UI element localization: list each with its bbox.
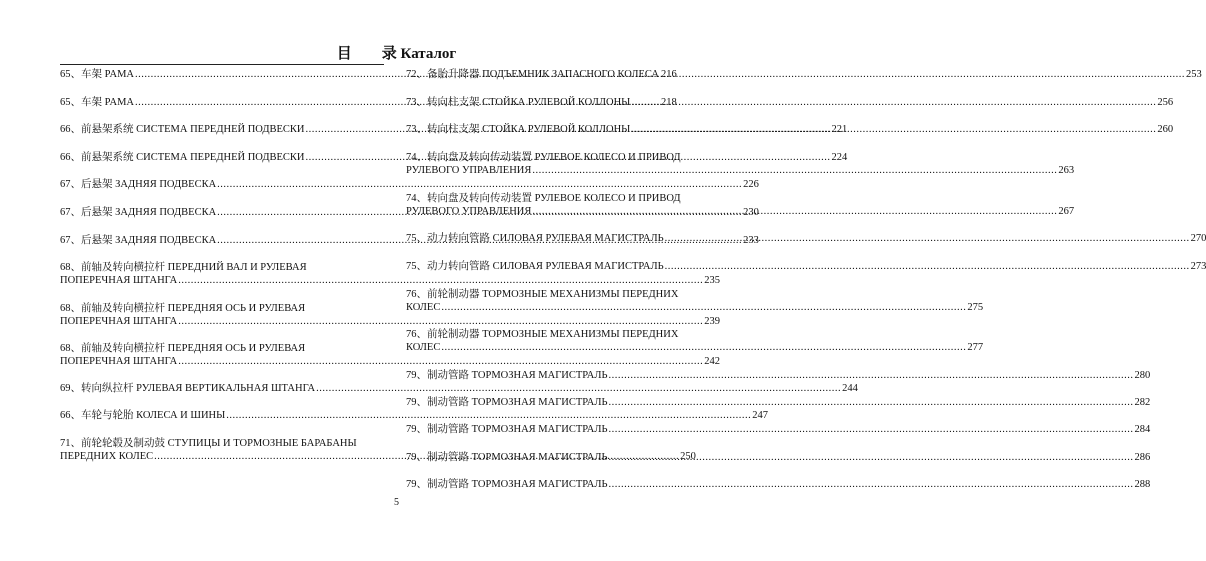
toc-page-number: 263 (1058, 165, 1075, 176)
toc-entry-text: 79、制动管路 ТОРМОЗНАЯ МАГИСТРАЛЬ (406, 397, 608, 408)
toc-page-number: 275 (967, 302, 984, 313)
page-number: 5 (394, 497, 399, 508)
toc-entry[interactable] (406, 260, 1206, 273)
toc-entry-text: 76、前轮制动器 ТОРМОЗНЫЕ МЕХАНИЗМЫ ПЕРЕДНИХ (406, 289, 679, 300)
toc-entry[interactable] (406, 68, 1202, 81)
toc-page-number: 270 (1190, 233, 1206, 244)
dot-leader (178, 274, 703, 287)
toc-entry-text: КОЛЕС (406, 342, 441, 353)
dot-leader (217, 178, 742, 191)
dot-leader (660, 68, 1185, 81)
toc-entry-text: 79、制动管路 ТОРМОЗНАЯ МАГИСТРАЛЬ (406, 424, 608, 435)
toc-page-number: 260 (1157, 124, 1174, 135)
toc-page-number: 230 (743, 207, 759, 218)
toc-entry-text: 76、前轮制动器 ТОРМОЗНЫЕ МЕХАНИЗМЫ ПЕРЕДНИХ (406, 329, 679, 340)
toc-entry[interactable] (60, 178, 759, 191)
toc-entry-text: 67、后悬架 ЗАДНЯЯ ПОДВЕСКА (60, 235, 217, 246)
toc-page-number: 256 (1157, 97, 1174, 108)
toc-page-number: 244 (842, 383, 858, 394)
toc-entry-text: 79、制动管路 ТОРМОЗНАЯ МАГИСТРАЛЬ (406, 479, 608, 490)
dot-leader (631, 96, 1156, 109)
dot-leader (609, 478, 1134, 491)
toc-entry-text: 68、前轴及转向横拉杆 ПЕРЕДНЯЯ ОСЬ И РУЛЕВАЯ (60, 303, 306, 314)
toc-page-number: 242 (704, 356, 720, 367)
toc-page-number: 280 (1134, 370, 1151, 381)
toc-entry-text: 71、前轮轮毂及制动鼓 СТУПИЦЫ И ТОРМОЗНЫЕ БАРАБАНЫ (60, 438, 357, 449)
dot-leader (665, 232, 1190, 245)
toc-entry-text: 72、备胎升降器 ПОДЪЕМНИК ЗАПАСНОГО КОЛЕСА (406, 69, 659, 80)
dot-leader (609, 369, 1134, 382)
dot-leader (178, 315, 703, 328)
toc-page-number: 273 (1190, 261, 1206, 272)
toc-entry-text: 79、制动管路 ТОРМОЗНАЯ МАГИСТРАЛЬ (406, 452, 608, 463)
toc-entry-text: ПОПЕРЕЧНАЯ ШТАНГА (60, 356, 178, 367)
toc-entry-text: РУЛЕВОГО УПРАВЛЕНИЯ (406, 165, 532, 176)
toc-entry-text: 66、前悬架系统 СИСТЕМА ПЕРЕДНЕЙ ПОДВЕСКИ (60, 124, 305, 135)
dot-leader (609, 423, 1134, 436)
toc-entry-text: 75、动力转向管路 СИЛОВАЯ РУЛЕВАЯ МАГИСТРАЛЬ (406, 261, 664, 272)
toc-entry-text: КОЛЕС (406, 302, 441, 313)
toc-entry[interactable] (406, 96, 1174, 109)
toc-page-number: 253 (1185, 69, 1202, 80)
toc-entry-text: 68、前轴及转向横拉杆 ПЕРЕДНЯЯ ОСЬ И РУЛЕВАЯ (60, 343, 306, 354)
toc-entry[interactable] (406, 288, 984, 314)
toc-entry[interactable] (406, 423, 1151, 436)
toc-entry-text: 79、制动管路 ТОРМОЗНАЯ МАГИСТРАЛЬ (406, 370, 608, 381)
toc-entry-text: ПОПЕРЕЧНАЯ ШТАНГА (60, 316, 178, 327)
toc-entry-text: 66、前悬架系统 СИСТЕМА ПЕРЕДНЕЙ ПОДВЕСКИ (60, 152, 305, 163)
toc-page-number: 233 (743, 235, 759, 246)
dot-leader (316, 382, 841, 395)
dot-leader (178, 355, 703, 368)
dot-leader (226, 409, 751, 422)
toc-entry[interactable] (406, 478, 1151, 491)
toc-entry-text: 73、转向柱支架 СТОЙКА РУЛЕВОЙ КОЛЛОНЫ (406, 124, 631, 135)
toc-page-number: 277 (967, 342, 984, 353)
dot-leader (532, 205, 1057, 218)
toc-entry-text: 68、前轴及转向横拉杆 ПЕРЕДНИЙ ВАЛ И РУЛЕВАЯ (60, 262, 307, 273)
toc-entry-text: 74、转向盘及转向传动装置 РУЛЕВОЕ КОЛЕСО И ПРИВОД (406, 152, 681, 163)
toc-entry-text: 75、动力转向管路 СИЛОВАЯ РУЛЕВАЯ МАГИСТРАЛЬ (406, 233, 664, 244)
toc-entry-text: 65、车架 PAMA (60, 69, 135, 80)
dot-leader (665, 260, 1190, 273)
toc-page-number: 221 (831, 124, 848, 135)
toc-page-number: 284 (1134, 424, 1151, 435)
toc-entry[interactable] (406, 396, 1151, 409)
toc-page-number: 226 (743, 179, 759, 190)
toc-entry-text: ПОПЕРЕЧНАЯ ШТАНГА (60, 275, 178, 286)
toc-entry[interactable] (60, 382, 858, 395)
toc-entry-text: 69、转向纵拉杆 РУЛЕВАЯ ВЕРТИКАЛЬНАЯ ШТАНГА (60, 383, 316, 394)
toc-entry-text: 67、后悬架 ЗАДНЯЯ ПОДВЕСКА (60, 207, 217, 218)
toc-page-number: 267 (1058, 206, 1075, 217)
dot-leader (441, 301, 966, 314)
toc-page-number: 286 (1134, 452, 1151, 463)
dot-leader (532, 164, 1057, 177)
toc-entry[interactable] (406, 328, 984, 354)
toc-page-number: 239 (704, 316, 720, 327)
toc-entry[interactable] (406, 369, 1151, 382)
toc-entry-text: РУЛЕВОГО УПРАВЛЕНИЯ (406, 206, 532, 217)
title-rule (60, 64, 384, 65)
toc-page-number: 288 (1134, 479, 1151, 490)
page-title: 目 录 Каталог (336, 46, 457, 62)
toc-page-number: 235 (704, 275, 720, 286)
toc-entry-text: 74、转向盘及转向传动装置 РУЛЕВОЕ КОЛЕСО И ПРИВОД (406, 193, 681, 204)
toc-entry-text: ПЕРЕДНИХ КОЛЕС (60, 451, 154, 462)
toc-page-number: 216 (661, 69, 677, 80)
toc-page-number: 247 (752, 410, 769, 421)
dot-leader (441, 341, 966, 354)
toc-page-number: 224 (831, 152, 848, 163)
dot-leader (609, 451, 1134, 464)
toc-entry-text: 65、车架 PAMA (60, 97, 135, 108)
toc-entry-text: 73、转向柱支架 СТОЙКА РУЛЕВОЙ КОЛЛОНЫ (406, 97, 631, 108)
toc-entry-text: 67、后悬架 ЗАДНЯЯ ПОДВЕСКА (60, 179, 217, 190)
toc-entry-text: 66、车轮与轮胎 КОЛЕСА И ШИНЫ (60, 410, 226, 421)
toc-entry[interactable] (406, 451, 1151, 464)
toc-page-number: 282 (1134, 397, 1151, 408)
dot-leader (631, 123, 1156, 136)
toc-page-number: 250 (680, 451, 696, 462)
dot-leader (609, 396, 1134, 409)
toc-entry[interactable] (60, 409, 769, 422)
toc-page-number: 218 (661, 97, 677, 108)
